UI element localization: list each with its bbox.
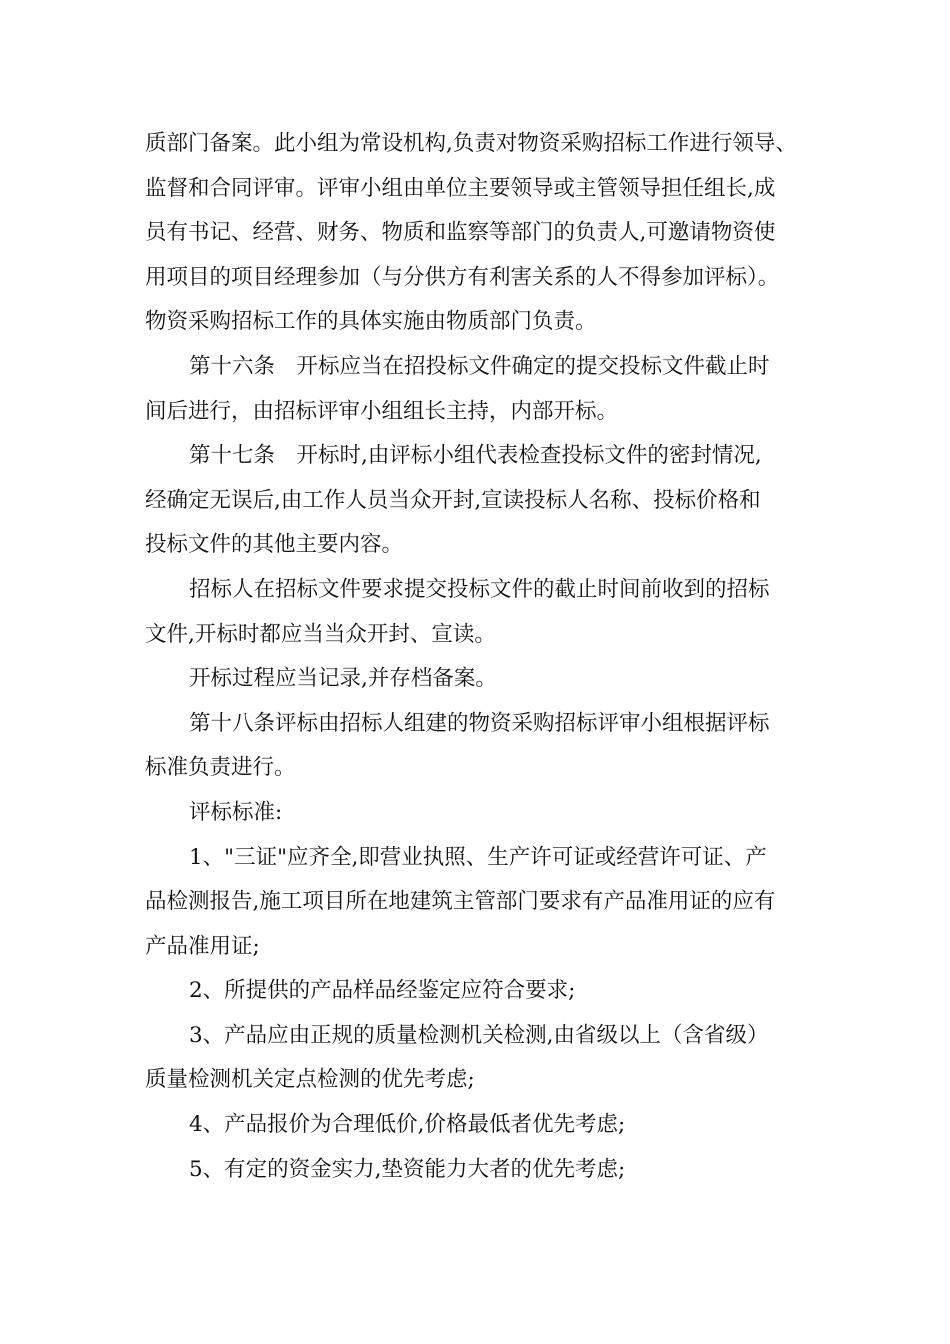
text-line: 质部门备案。此小组为常设机构,负责对物资采购招标工作进行领导、 [145, 131, 797, 156]
text-line: 标准负责进行。 [145, 755, 296, 781]
text-line: 监督和合同评审。评审小组由单位主要领导或主管领导担任组长,成 [145, 175, 776, 201]
text-line: 第十六条 开标应当在招投标文件确定的提交投标文件截止时 [189, 353, 770, 379]
text-line: 用项目的项目经理参加（与分供方有利害关系的人不得参加评标）。 [145, 264, 780, 290]
text-line: 经确定无误后,由工作人员当众开封,宣读投标人名称、投标价格和 [145, 487, 761, 513]
text-line: 3、产品应由正规的质量检测机关检测,由省级以上（含省级） [189, 1022, 769, 1048]
text-line: 评标标准: [189, 799, 283, 825]
document-body [145, 122, 825, 1192]
text-line: 第十八条评标由招标人组建的物资采购招标评审小组根据评标 [189, 710, 770, 736]
text-line: 4、产品报价为合理低价,价格最低者优先考虑; [189, 1112, 626, 1138]
text-line: 招标人在招标文件要求提交投标文件的截止时间前收到的招标 [189, 576, 770, 602]
text-line: 间后进行，由招标评审小组组长主持，内部开标。 [145, 398, 619, 424]
text-line: 开标过程应当记录,并存档备案。 [189, 666, 497, 692]
text-line: 员有书记、经营、财务、物质和监察等部门的负责人,可邀请物资使 [145, 220, 776, 246]
text-line: 投标文件的其他主要内容。 [145, 532, 404, 558]
text-line: 2、所提供的产品样品经鉴定应符合要求; [189, 978, 576, 1004]
text-line: 产品准用证; [145, 933, 260, 959]
text-line: 物资采购招标工作的具体实施由物质部门负责。 [145, 309, 597, 335]
text-line: 品检测报告,施工项目所在地建筑主管部门要求有产品准用证的应有 [145, 889, 776, 915]
text-line: 5、有定的资金实力,垫资能力大者的优先考虑; [189, 1156, 626, 1182]
text-line: 1、"三证"应齐全,即营业执照、生产许可证或经营许可证、产 [189, 844, 767, 870]
text-line: 第十七条 开标时,由评标小组代表检查投标文件的密封情况, [189, 443, 762, 469]
text-line: 文件,开标时都应当当众开封、宣读。 [145, 621, 496, 647]
text-line: 质量检测机关定点检测的优先考虑; [145, 1067, 475, 1093]
